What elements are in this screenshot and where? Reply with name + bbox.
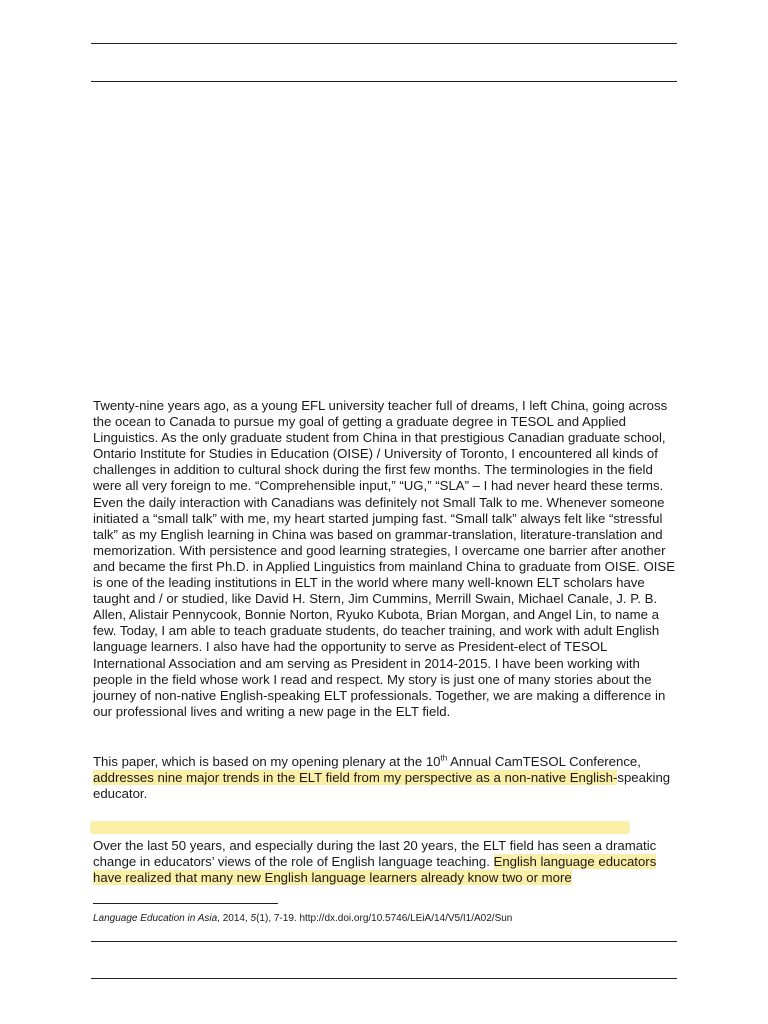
header-rule-bottom bbox=[91, 81, 677, 82]
paper-purpose-paragraph bbox=[93, 754, 677, 802]
citation-year: , 2014, bbox=[217, 913, 251, 924]
journal-title: Language Education in Asia bbox=[93, 913, 218, 924]
highlighted-trends-text: addresses nine major trends in the ELT field from my perspective as a non-native English- bbox=[93, 770, 618, 786]
footer-rule-bottom bbox=[91, 978, 677, 979]
highlight-bar bbox=[90, 821, 630, 834]
intro-paragraph: Twenty-nine years ago, as a young EFL university teacher full of dreams, I left China, going across the ocean to Canada to pursue my goal of getting a graduate degree in TESOL and Applied Linguistics. As the only graduate student from China in that prestigious Canadian graduate school, Ontario Institute for Studies in Education (OISE) / University of Toronto, I encountered all kinds of challenges in addition to cultural shock during the first few months. The terminologies in the field were all very foreign to me. “Comprehensible input,” “UG,” “SLA” – I had never heard these terms. Even the daily interaction with Canadians was definitely not Small Talk to me. Whenever someone initiated a “small talk” with me, my heart started jumping fast. “Small talk” always felt like “stressful talk” as my English learning in China was based on grammar-translation, literature-translation and memorization. With persistence and good learning strategies, I overcame one barrier after another and became the first Ph.D. in Applied Linguistics from mainland China to graduate from OISE. OISE is one of the leading institutions in ELT in the world where many well-known ELT scholars have taught and / or studied, like David H. Stern, Jim Cummins, Merrill Swain, Michael Canale, J. P. B. Allen, Alistair Pennycook, Bonnie Norton, Ryuko Kubota, Brian Morgan, and Angel Lin, to name a few. Today, I am able to teach graduate students, do teacher training, and work with adult English language learners. I also have had the opportunity to serve as President-elect of TESOL International Association and am serving as President in 2014-2015. I have been working with people in the field whose work I read and respect. My story is just one of many stories about the journey of non-native English-speaking ELT professionals. Together, we are making a difference in our professional lives and writing a new page in the ELT field. bbox=[93, 398, 676, 719]
purpose-text-start: This paper, which is based on my opening plenary at the 10 bbox=[93, 754, 441, 769]
purpose-text-conference: Annual CamTESOL Conference, bbox=[447, 754, 641, 769]
footnote-citation bbox=[93, 912, 677, 925]
trends-text: Over the last 50 years, and especially during the last 20 years, the ELT field has seen a dramatic change in educators’ views of the role of English language teaching. bbox=[93, 838, 657, 870]
highlighted-learners-text: English language educators have realized that many new English language learners already know two or more bbox=[93, 854, 657, 886]
ordinal-superscript: th bbox=[440, 753, 448, 763]
citation-volume: 5 bbox=[250, 913, 257, 924]
purpose-text-end: speaking educator. bbox=[93, 770, 671, 802]
citation-issue-doi: (1), 7-19. http://dx.doi.org/10.5746/LEiA/14/V5/I1/A02/Sun bbox=[256, 913, 513, 924]
footnote-rule bbox=[93, 903, 278, 904]
header-rule-top bbox=[91, 43, 677, 44]
footer-rule-top bbox=[91, 941, 677, 942]
trends-paragraph bbox=[93, 838, 677, 886]
